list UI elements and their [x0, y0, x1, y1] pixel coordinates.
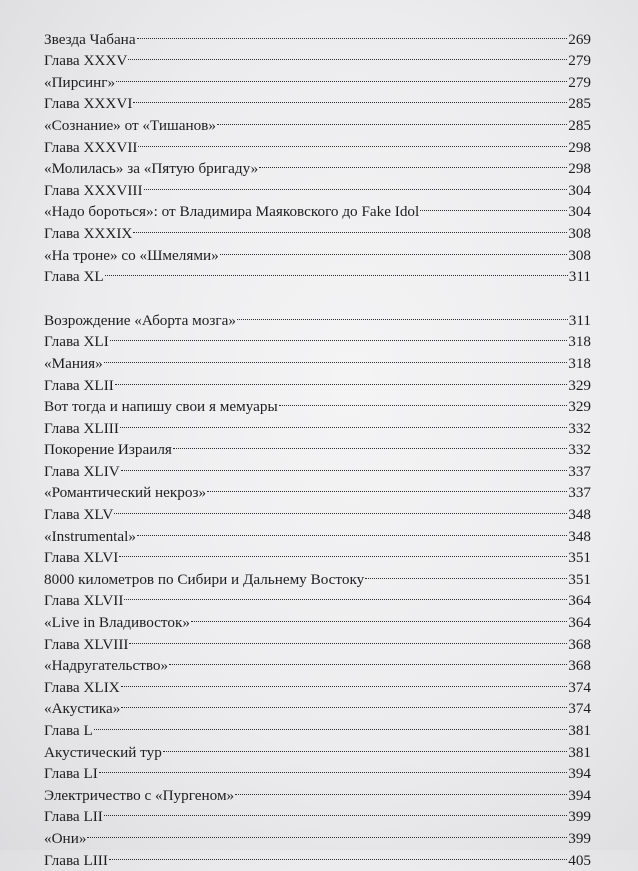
toc-dot-leader: [87, 821, 567, 843]
toc-page-number: 394: [568, 786, 591, 804]
toc-entry-title: «На троне» со «Шмелями»: [44, 246, 219, 264]
toc-entry-title: Глава XLIX: [44, 678, 120, 696]
toc-dot-leader: [119, 541, 567, 563]
toc-page-number: 269: [568, 30, 591, 48]
toc-page-number: 374: [568, 678, 591, 696]
toc-entry-title: Глава XXXVIII: [44, 181, 143, 199]
table-of-contents: [44, 22, 591, 869]
toc-page-number: 364: [568, 614, 591, 632]
toc-entry: [44, 368, 591, 394]
toc-dot-leader: [115, 368, 567, 390]
toc-dot-leader: [137, 22, 568, 44]
toc-entry: [44, 476, 591, 502]
toc-entry-title: Глава XLI: [44, 333, 109, 351]
toc-entry: [44, 800, 591, 826]
toc-entry: [44, 670, 591, 696]
toc-entry: [44, 22, 591, 48]
toc-page-number: 381: [568, 743, 591, 761]
toc-dot-leader: [420, 195, 567, 217]
toc-page-number: 405: [568, 851, 591, 869]
toc-dot-leader: [114, 497, 567, 519]
toc-entry-title: Глава XLII: [44, 376, 114, 394]
toc-entry: [44, 346, 591, 372]
toc-page-number: 329: [568, 398, 591, 416]
toc-entry-title: Звезда Чабана: [44, 30, 136, 48]
toc-entry: [44, 519, 591, 545]
toc-dot-leader: [121, 454, 567, 476]
toc-entry-title: Вот тогда и напишу свои я мемуары: [44, 398, 278, 416]
toc-section: [44, 303, 591, 869]
toc-entry: [44, 497, 591, 524]
toc-entry: [44, 692, 591, 718]
toc-page-number: 298: [568, 160, 591, 178]
toc-dot-leader: [94, 713, 567, 735]
toc-dot-leader: [207, 476, 567, 498]
toc-dot-leader: [121, 692, 567, 714]
toc-page-number: 394: [568, 765, 591, 783]
toc-page-number: 318: [568, 354, 591, 372]
toc-dot-leader: [259, 152, 567, 174]
toc-entry: [44, 757, 591, 783]
toc-page-number: 348: [568, 527, 591, 545]
toc-dot-leader: [104, 346, 568, 368]
toc-page-number: 285: [568, 116, 591, 134]
toc-page-number: 311: [568, 311, 591, 329]
toc-entry-title: Покорение Израиля: [44, 441, 172, 459]
toc-entry: [44, 562, 591, 588]
toc-entry-title: Глава XLVII: [44, 592, 124, 610]
toc-entry: [44, 303, 591, 329]
toc-page-number: 279: [568, 73, 591, 91]
toc-page-number: 364: [568, 592, 591, 610]
toc-dot-leader: [138, 130, 567, 152]
toc-page-number: 374: [568, 700, 591, 718]
toc-page-number: 332: [568, 419, 591, 437]
toc-dot-leader: [191, 605, 567, 627]
toc-entry: [44, 541, 591, 567]
toc-dot-leader: [217, 108, 567, 130]
toc-entry-title: «Live in Владивосток»: [44, 614, 190, 632]
toc-dot-leader: [144, 173, 568, 195]
toc-dot-leader: [235, 778, 567, 800]
toc-entry: [44, 821, 591, 847]
toc-entry-title: Глава XXXIX: [44, 224, 133, 242]
toc-page-number: 337: [568, 484, 591, 502]
toc-page-number: 348: [568, 506, 591, 524]
toc-page-number: 318: [568, 333, 591, 351]
toc-entry: [44, 65, 591, 91]
toc-entry-title: Глава XXXVII: [44, 138, 138, 156]
toc-page-number: 368: [568, 635, 591, 653]
toc-entry-title: «Надо бороться»: от Владимира Маяковского до Fake Idol: [44, 203, 420, 221]
toc-dot-leader: [129, 627, 567, 649]
toc-entry-title: Глава XLIII: [44, 419, 119, 437]
toc-entry-title: Глава XXXV: [44, 52, 128, 70]
toc-entry: [44, 713, 591, 739]
toc-entry: [44, 390, 591, 416]
toc-dot-leader: [116, 65, 567, 87]
toc-entry-title: Глава LII: [44, 808, 103, 826]
toc-entry: [44, 843, 591, 869]
toc-entry-title: Глава XL: [44, 268, 104, 286]
toc-entry-title: «Романтический некроз»: [44, 484, 207, 502]
toc-entry-title: «Акустика»: [44, 700, 121, 718]
toc-dot-leader: [163, 735, 567, 757]
toc-entry-title: «Instrumental»: [44, 527, 136, 545]
toc-dot-leader: [169, 649, 567, 671]
toc-dot-leader: [124, 584, 567, 606]
toc-entry-title: 8000 километров по Сибири и Дальнему Востоку: [44, 570, 365, 588]
toc-page-number: 332: [568, 441, 591, 459]
toc-dot-leader: [120, 411, 567, 433]
toc-entry: [44, 454, 591, 480]
toc-page-number: 399: [568, 808, 591, 826]
toc-dot-leader: [105, 260, 568, 282]
toc-entry-title: Глава L: [44, 722, 93, 739]
toc-entry-title: Глава LIII: [44, 851, 108, 869]
toc-entry: [44, 260, 591, 286]
toc-entry-title: «Пирсинг»: [44, 73, 116, 91]
toc-page-number: 298: [568, 138, 591, 156]
toc-entry-title: «Мания»: [44, 354, 103, 372]
toc-dot-leader: [220, 238, 568, 260]
toc-entry: [44, 433, 591, 459]
toc-dot-leader: [137, 519, 567, 541]
toc-entry: [44, 411, 591, 437]
toc-dot-leader: [110, 325, 567, 347]
toc-page-number: 368: [568, 657, 591, 675]
toc-dot-leader: [128, 44, 567, 66]
toc-entry: [44, 778, 591, 804]
toc-dot-leader: [279, 390, 568, 412]
toc-section: [44, 22, 591, 286]
toc-entry: [44, 605, 591, 632]
toc-dot-leader: [365, 562, 567, 584]
toc-entry-title: Акустический тур: [44, 743, 162, 761]
toc-dot-leader: [109, 843, 567, 865]
toc-dot-leader: [133, 87, 567, 109]
toc-entry-title: «Они»: [44, 829, 87, 847]
toc-entry-title: Возрождение «Аборта мозга»: [44, 311, 236, 329]
toc-entry: [44, 87, 591, 113]
toc-page-number: 308: [568, 246, 591, 264]
toc-entry: [44, 735, 591, 761]
toc-page-number: 351: [568, 570, 591, 588]
toc-page-number: 329: [568, 376, 591, 394]
toc-page-number: 351: [568, 549, 591, 567]
toc-entry-title: Глава XLIV: [44, 462, 120, 480]
toc-entry-title: Глава XLVIII: [44, 635, 129, 653]
toc-entry: [44, 325, 591, 351]
toc-entry-title: «Молилась» за «Пятую бригаду»: [44, 160, 259, 178]
toc-entry-title: «Сознание» от «Тишанов»: [44, 116, 216, 134]
toc-page-number: 308: [568, 224, 591, 242]
toc-page-number: 304: [568, 203, 591, 221]
toc-page-number: 399: [568, 829, 591, 847]
toc-page-number: 304: [568, 181, 591, 199]
toc-page-number: 337: [568, 462, 591, 480]
toc-entry-title: Глава XLVI: [44, 549, 119, 567]
toc-entry-title: Глава XXXVI: [44, 95, 133, 113]
toc-dot-leader: [237, 303, 568, 325]
toc-page-number: 311: [568, 268, 591, 286]
toc-dot-leader: [104, 800, 567, 822]
toc-dot-leader: [99, 757, 567, 779]
toc-entry: [44, 584, 591, 610]
toc-dot-leader: [133, 216, 567, 238]
toc-entry-title: Электричество с «Пургеном»: [44, 786, 235, 804]
toc-page-number: 381: [568, 722, 591, 739]
toc-dot-leader: [121, 670, 567, 692]
toc-entry-title: Глава LI: [44, 765, 98, 783]
toc-entry-title: Глава XLV: [44, 506, 114, 524]
toc-dot-leader: [173, 433, 567, 455]
toc-page-number: 279: [568, 52, 591, 70]
toc-entry-title: «Надругательство»: [44, 657, 169, 675]
toc-page-number: 285: [568, 95, 591, 113]
